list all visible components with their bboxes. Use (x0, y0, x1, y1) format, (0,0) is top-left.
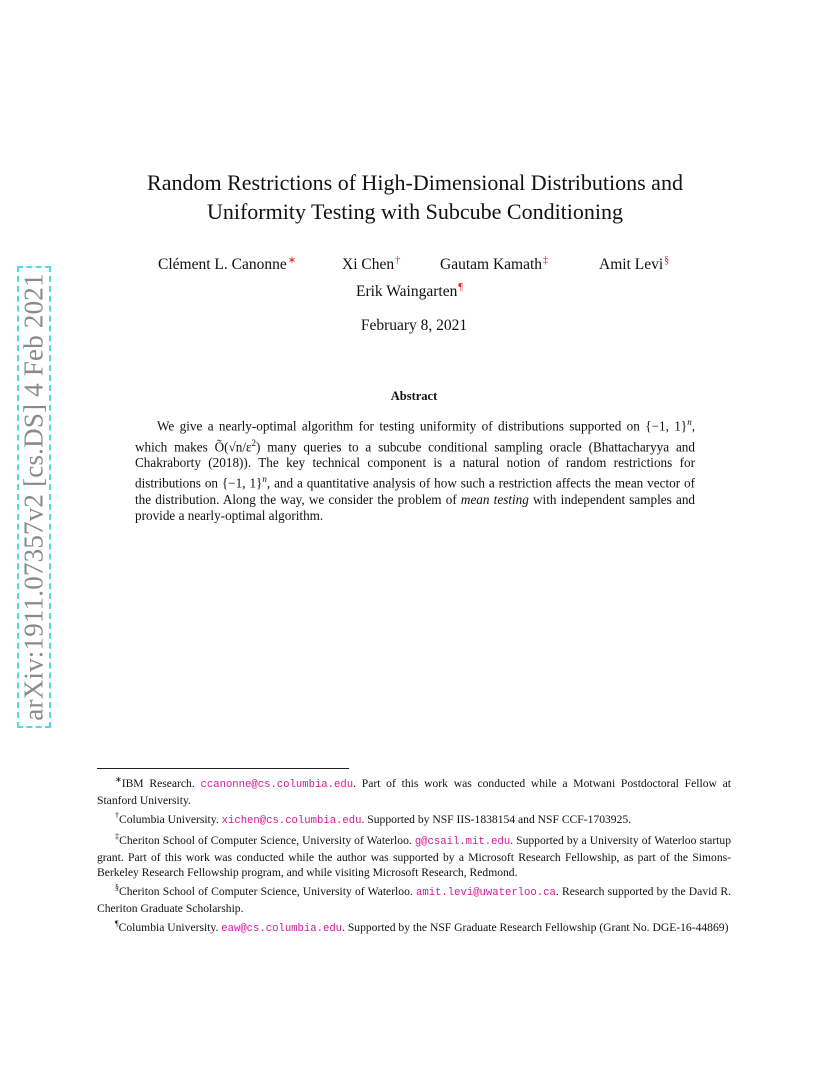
footnote (97, 916, 731, 937)
footnote-mark: ‡ (115, 832, 120, 841)
footnote-text: . Research supported by the David R. Cheriton Graduate Scholarship. (97, 885, 731, 915)
author-name: Clément L. Canonne (158, 256, 287, 273)
abstract-text: We give a nearly-optimal algorithm for testing uniformity of distributions supported on {−1, 1} (157, 418, 688, 434)
footnote-mark: ∗ (115, 775, 122, 784)
email-link[interactable]: ccanonne@cs.columbia.edu (200, 779, 354, 791)
author-waingarten (356, 282, 463, 301)
footnote-mark-link[interactable]: § (664, 255, 670, 266)
footnote-text: Cheriton School of Computer Science, University of Waterloo. (119, 885, 416, 898)
abstract-text: , and a quantitative analysis of how such a restriction affects the mean vector of the distribution. Along the way, we consider the problem of (135, 475, 695, 507)
footnote-mark-link[interactable]: † (395, 255, 401, 266)
email-link[interactable]: amit.levi@uwaterloo.ca (415, 887, 556, 899)
paper-title (100, 168, 730, 226)
footnotes (97, 772, 731, 937)
author-name: Xi Chen (342, 256, 395, 273)
arxiv-identifier[interactable]: arXiv:1911.07357v2 [cs.DS] 4 Feb 2021 (18, 273, 49, 721)
email-link[interactable]: xichen@cs.columbia.edu (221, 815, 362, 827)
author-name: Amit Levi (599, 256, 664, 273)
abstract-body (135, 414, 695, 524)
author-kamath (440, 255, 548, 274)
footnote (97, 880, 731, 916)
footnote-mark-link[interactable]: ‡ (543, 255, 549, 266)
footnote-mark: † (115, 811, 119, 820)
paper-date: February 8, 2021 (360, 317, 468, 334)
footnote-text: . Supported by a University of Waterloo startup grant. Part of this work was conducted while the author was supported by a Microsoft Research Fellowship, as part of the Simons-Berkeley Research Fellowship program, and while visiting Microsoft Research, Redmond. (97, 834, 731, 879)
abstract-superscript: n (262, 474, 267, 485)
footnote-mark-link[interactable]: ¶ (458, 282, 463, 293)
footnote-text: IBM Research. (121, 777, 201, 790)
footnote-rule (97, 768, 349, 769)
abstract-superscript: n (687, 417, 692, 427)
authors-line-2 (0, 282, 828, 302)
footnote-text: Cheriton School of Computer Science, University of Waterloo. (119, 834, 415, 847)
author-levi (599, 255, 669, 274)
author-chen (342, 255, 400, 274)
title-line-2: Uniformity Testing with Subcube Conditioning (206, 199, 624, 224)
footnote-text: . Supported by NSF IIS-1838154 and NSF CCF-1703925. (361, 813, 632, 826)
abstract-superscript: 2 (251, 437, 257, 448)
author-canonne (158, 255, 296, 274)
abstract-text: , which makes Õ(√n/ε (135, 418, 695, 454)
footnote (97, 772, 731, 808)
footnote-text: . Supported by the NSF Graduate Research Fellowship (Grant No. DGE-16-44869) (342, 921, 729, 934)
email-link[interactable]: g@csail.mit.edu (414, 836, 511, 848)
footnote-text: Columbia University. (118, 921, 222, 934)
abstract-text: with independent samples and provide a nearly-optimal algorithm. (135, 491, 696, 524)
author-name: Erik Waingarten (356, 283, 458, 300)
footnote-mark: § (115, 883, 119, 892)
abstract-text: ) many queries to a subcube conditional sampling oracle (Bhattacharyya and Chakraborty (2018)). The key technical component is a natural notion of random restrictions for distributions on {−1, 1} (135, 438, 695, 491)
email-link[interactable]: eaw@cs.columbia.edu (221, 923, 343, 935)
abstract-emphasis: mean testing (460, 491, 529, 507)
footnote-text: Columbia University. (119, 813, 222, 826)
footnote (97, 829, 731, 880)
authors-line-1 (0, 255, 828, 275)
footnote-text: . Part of this work was conducted while a Motwani Postdoctoral Fellow at Stanford University. (97, 777, 731, 807)
title-line-1: Random Restrictions of High-Dimensional Distributions and (147, 170, 683, 195)
author-name: Gautam Kamath (440, 256, 543, 273)
footnote-mark: ¶ (115, 919, 119, 928)
abstract-heading: Abstract (390, 389, 438, 403)
footnote-mark-link[interactable]: ∗ (287, 255, 297, 266)
footnote (97, 808, 731, 829)
